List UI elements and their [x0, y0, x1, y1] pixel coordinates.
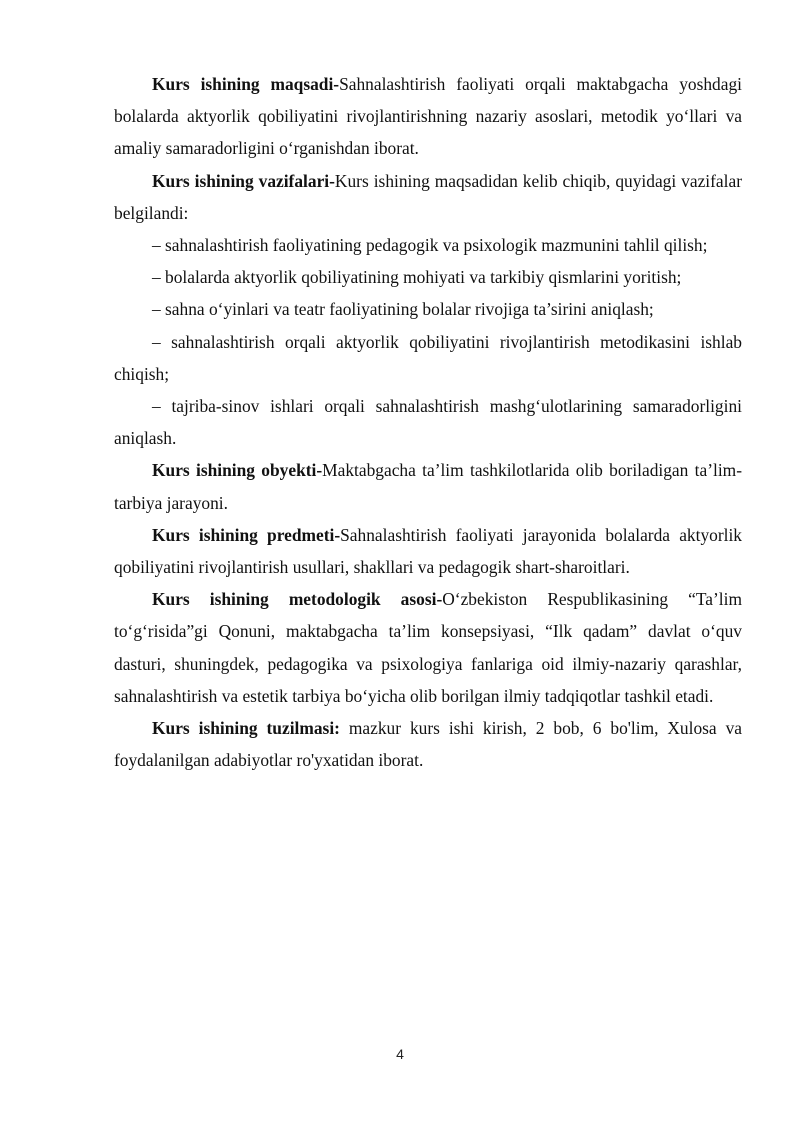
- task-item-5-text: – tajriba-sinov ishlari orqali sahnalashtirish mashg‘ulotlarining samaradorligini aniqlash.: [114, 396, 742, 449]
- paragraph-goal: [114, 68, 742, 165]
- heading-object: Kurs ishining obyekti-: [152, 460, 323, 481]
- task-item-2: [114, 261, 742, 293]
- heading-subject: Kurs ishining predmeti-: [152, 524, 341, 545]
- paragraph-object: [114, 454, 742, 518]
- text-structure: mazkur kurs ishi kirish, 2 bob, 6 bo'lim, Xulosa va foydalanilgan adabiyotlar ro'yxatidan iborat.: [114, 718, 742, 771]
- task-item-3: [114, 293, 742, 325]
- text-goal: Sahnalashtirish faoliyati orqali maktabgacha yoshdagi bolalarda aktyorlik qobiliyatini rivojlantirishning nazariy asoslari, metodik yo‘llari va amaliy samaradorligini o‘rganishdan iborat.: [114, 74, 742, 159]
- heading-tasks: Kurs ishining vazifalari-: [152, 170, 335, 191]
- paragraph-tasks: [114, 165, 742, 229]
- text-tasks: Kurs ishining maqsadidan kelib chiqib, quyidagi vazifalar belgilandi:: [114, 170, 742, 223]
- page-number: 4: [396, 1046, 404, 1062]
- task-item-4-text: – sahnalashtirish orqali aktyorlik qobiliyatini rivojlantirish metodikasini ishlab chiqish;: [114, 331, 742, 384]
- task-item-5: [114, 390, 742, 454]
- heading-goal: Kurs ishining maqsadi-: [152, 74, 340, 94]
- paragraph-structure: [114, 712, 742, 776]
- paragraph-methodology: [114, 583, 742, 712]
- paragraph-subject: [114, 519, 742, 583]
- task-item-3-text: – sahna o‘yinlari va teatr faoliyatining bolalar rivojiga ta’sirini aniqlash;: [152, 299, 654, 320]
- task-item-4: [114, 326, 742, 390]
- text-subject: Sahnalashtirish faoliyati jarayonida bolalarda aktyorlik qobiliyatini rivojlantirish usullari, shakllari va pedagogik shart-sharoitlari.: [114, 524, 742, 578]
- heading-methodology: Kurs ishining metodologik asosi-: [152, 589, 443, 610]
- task-item-1: [114, 229, 742, 261]
- heading-structure: Kurs ishining tuzilmasi:: [152, 718, 340, 739]
- task-item-1-text: – sahnalashtirish faoliyatining pedagogik va psixologik mazmunini tahlil qilish;: [152, 235, 708, 256]
- document-body: [114, 68, 742, 776]
- text-methodology: O‘zbekiston Respublikasining “Ta’lim to‘g‘risida”gi Qonuni, maktabgacha ta’lim konsepsiyasi, “Ilk qadam” davlat o‘quv dasturi, shuningdek, pedagogika va psixologiya fanlariga oid ilmiy-nazariy qarashlar, sahnalashtirish va estetik tarbiya bo‘yicha olib borilgan ilmiy tadqiqotlar tashkil etadi.: [114, 589, 742, 706]
- task-item-2-text: – bolalarda aktyorlik qobiliyatining mohiyati va tarkibiy qismlarini yoritish;: [152, 267, 682, 288]
- text-object: Maktabgacha ta’lim tashkilotlarida olib boriladigan ta’lim-tarbiya jarayoni.: [114, 460, 742, 513]
